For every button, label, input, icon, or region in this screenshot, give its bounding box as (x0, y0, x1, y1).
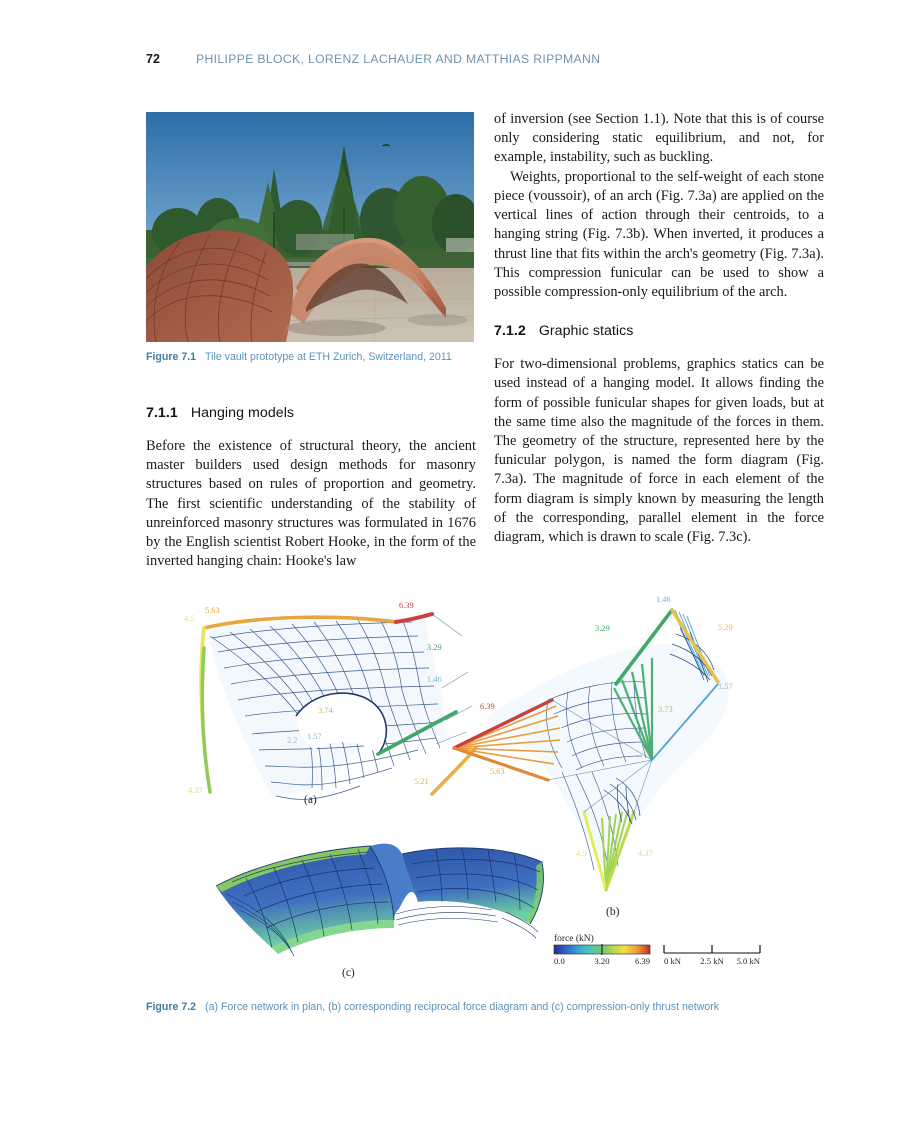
section-title: Hanging models (190, 405, 295, 421)
colorbar-tick-0: 0.0 (554, 956, 565, 966)
right-column (494, 110, 824, 547)
figure-7-1-caption (146, 350, 482, 365)
force-label-a-4-37: 4.37 (188, 786, 203, 795)
force-label-a-4-5: 4.5 (184, 614, 195, 623)
scalebar-tick-0: 0 kN (664, 956, 681, 966)
section-heading-7-1-1 (146, 404, 476, 423)
section-number: 7.1.1 (146, 405, 178, 421)
section-title: Graphic statics (538, 323, 634, 340)
force-colorbar-legend (554, 933, 650, 966)
force-label-a-2-2: 2.2 (287, 736, 298, 745)
force-label-a-1-46: 1.46 (427, 675, 442, 684)
panel-c-label: (c) (342, 967, 355, 979)
force-label-a-3-29: 3.29 (427, 643, 442, 652)
force-label-a-3-74: 3.74 (318, 706, 333, 715)
panel-a-label: (a) (304, 794, 317, 806)
figure-7-1-label: Figure 7.1 (146, 351, 197, 363)
figure-7-2-caption (146, 1000, 826, 1015)
force-label-b-3-73: 3.73 (658, 705, 673, 714)
force-label-b-3-29: 3.29 (595, 624, 610, 633)
page-number: 72 (146, 52, 160, 66)
figure-7-2-label: Figure 7.2 (146, 1001, 197, 1013)
colorbar-title: force (kN) (554, 934, 594, 944)
force-label-b-5-20: 5.20 (718, 623, 733, 632)
force-label-a-6-39: 6.39 (399, 601, 414, 610)
section-heading-7-1-2 (494, 322, 824, 341)
colorbar-tick-1: 3.20 (594, 956, 610, 966)
force-label-b-4-5: 4.5 (576, 849, 587, 858)
paragraph: Weights, proportional to the self-weight of each stone piece (voussoir), of an arch (Fig. 7.3a) are applied on the vertical lines of action through their centroids, to a hanging string (Fig. 7.3b). When inverted, it produces a thrust line that fits within the arch's geometry (Fig. 7.3a). This compression funicular can be used to show a possible compression-only equilibrium of the arch. (494, 168, 824, 300)
force-label-a-5-63: 5.63 (205, 606, 220, 615)
panel-a-diagram (184, 601, 476, 806)
figure-7-1-caption-text: Tile vault prototype at ETH Zurich, Switzerland, 2011 (205, 351, 452, 363)
figure-7-1-photo (146, 112, 474, 342)
panel-b-label: (b) (606, 906, 620, 918)
panel-c-diagram (216, 844, 544, 979)
scalebar-tick-2: 5.0 kN (736, 956, 760, 966)
running-title: PHILIPPE BLOCK, LORENZ LACHAUER AND MATTHIAS RIPPMANN (196, 52, 601, 66)
force-label-b-1-46: 1.46 (656, 595, 671, 604)
paragraph: For two-dimensional problems, graphics statics can be used instead of a hanging model. It allows finding the form of possible funicular shapes for given loads, but at the same time also the magnitude of the forces in them. The geometry of the structure, represented here by the funicular polygon, is named the form diagram (Fig. 7.3a). The magnitude of force in each element of the form diagram is simply known by measuring the length of the corresponding, parallel element in the force diagram, which is drawn to scale (Fig. 7.3c). (494, 356, 824, 546)
colorbar-tick-2: 6.39 (634, 956, 650, 966)
force-scalebar (664, 945, 761, 966)
force-label-a-5-21: 5.21 (414, 777, 429, 786)
force-label-b-6-39: 6.39 (480, 702, 495, 711)
scalebar-tick-1: 2.5 kN (700, 956, 724, 966)
force-label-a-1-57: 1.57 (307, 732, 322, 741)
paragraph: Before the existence of structural theory, the ancient master builders used design methods for masonry structures based on rules of proportion and geometry. The first scientific understanding of the stability of unreinforced masonry structures was formulated in 1676 by the English scientist Robert Hooke, in the form of the inverted hanging chain: Hooke's law (146, 437, 476, 570)
paragraph: of inversion (see Section 1.1). Note that this is of course only considering static equilibrium, and not, for example, instability, such as buckling. (494, 111, 824, 166)
force-label-b-5-63: 5.63 (490, 767, 505, 776)
figure-7-2-caption-text: (a) Force network in plan, (b) corresponding reciprocal force diagram and (c) compression-only thrust network (205, 1001, 720, 1013)
left-column (146, 404, 476, 571)
section-number: 7.1.2 (494, 323, 526, 340)
running-head (146, 52, 806, 72)
force-label-b-1-57: 1.57 (718, 682, 733, 691)
figure-7-2 (146, 588, 810, 983)
force-label-b-4-37: 4.37 (638, 849, 653, 858)
